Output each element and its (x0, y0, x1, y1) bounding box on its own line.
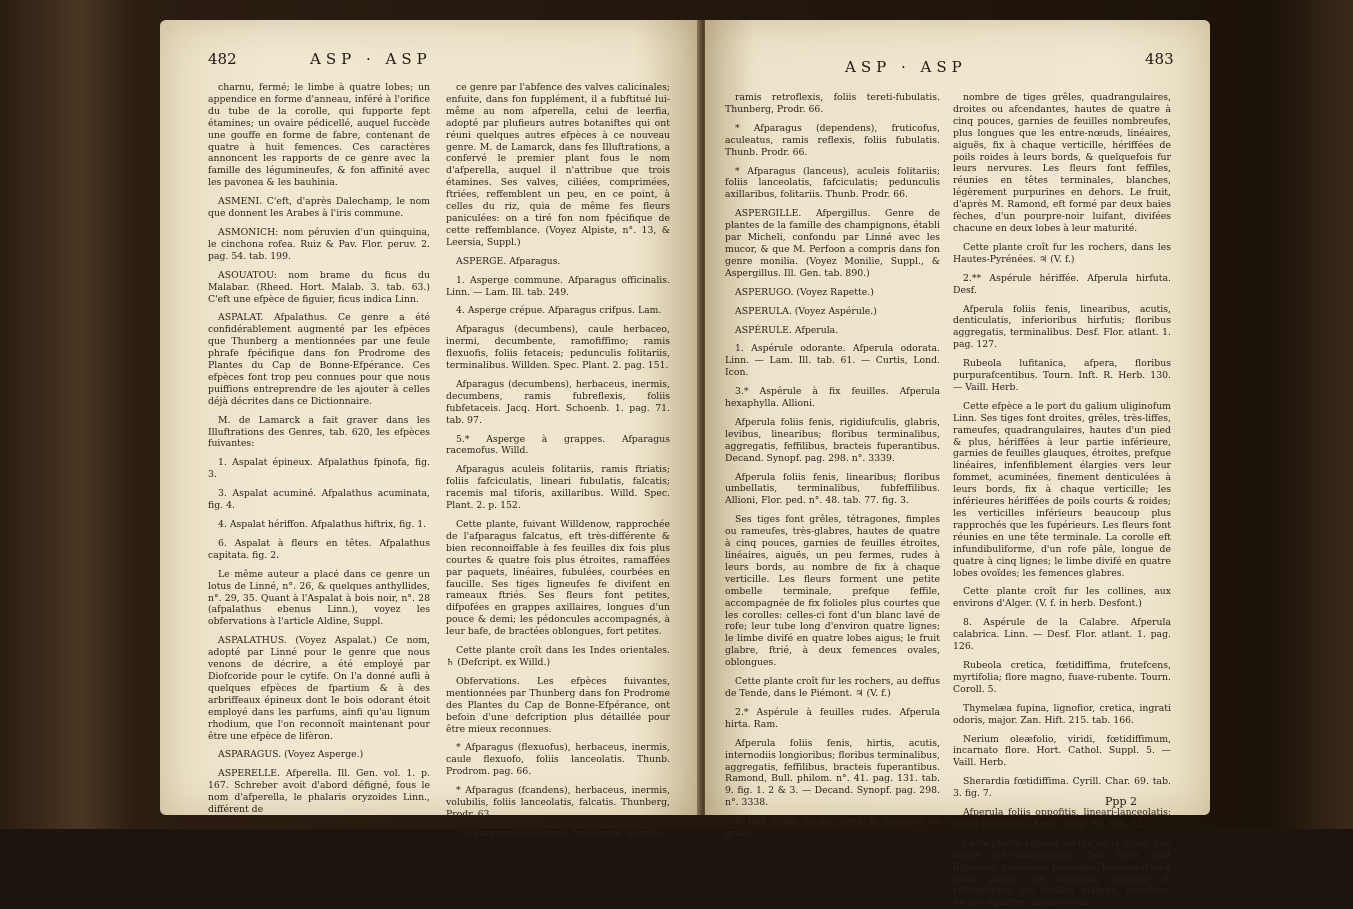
left-column-1 (208, 82, 430, 816)
left-col1-paragraph: M. de Lamarck a fait graver dans les Illuftrations des Genres, tab. 620, les efpèces fuivantes: (208, 414, 430, 450)
left-col2-paragraph: Afparagus aculeis folitariis, ramis ftriatis; foliis fafciculatis, lineari fubulatis, falcatis; racemis mal tiforis, axillaribus. Willd. Spec. Plant. 2. p. 152. (446, 464, 670, 512)
right-col2-paragraph: Sherardia fœtidiffima. Cyrill. Char. 69. tab. 3. fig. 7. (953, 776, 1171, 800)
right-col1-paragraph: Ses tiges font grêles, tétragones, fimples ou rameufes, très-glabres, hautes de quatre à cinq pouces, garnies de feuilles étroites, linéaires, aiguës, un peu fermes, rudes à leurs bords, au nombre de fix à chaque verticille. Les fleurs forment une petite ombelle terminale, prefque feffile, accompagnée de fix folioles plus courtes que les corolles: celles-ci font d'un blanc lavé de rofe; leur tube long d'environ quatre lignes; le limbe divifé en quatre lobes aigus; le fruit glabre, ftrié, à deux femences ovales, oblongues. (725, 514, 940, 669)
left-col2-paragraph: 1. Asperge commune. Afparagus officinalis. Linn. — Lam. Ill. tab. 249. (446, 274, 670, 298)
left-col2-paragraph: * Afparagus (fubulatus), frutefcens, inermis, (456, 827, 665, 839)
left-col1-paragraph: ASPERELLE. Afperella. Ill. Gen. vol. 1. p. 167. Schreber avoit d'abord défigné, fous le nom d'afperella, le phalaris oryzoides Linn., différent de (208, 768, 430, 816)
right-column-2 (953, 92, 1171, 909)
right-col1-paragraph: 1. Aspérule odorante. Afperula odorata. Linn. — Lam. Ill. tab. 61. — Curtis, Lond. Icon. (725, 343, 940, 379)
right-col2-paragraph: Nerium oleæfolio, viridi, fœtidiffimum, incarnato flore. Hort. Cathol. Suppl. 5. — Vaill. Herb. (953, 733, 1171, 769)
right-col2-paragraph: 2.** Aspérule hériffée. Afperula hirfuta. Desf. (953, 272, 1171, 296)
right-col1-paragraph: ASPERULA. (Voyez Aspérule.) (735, 305, 877, 317)
left-col2-paragraph: Cette plante croît dans les Indes orientales. ♄ (Defcript. ex Willd.) (446, 645, 670, 668)
right-col1-paragraph: Il fort d'une racine forte & ligneufe un grand (725, 816, 940, 840)
left-page-header (160, 50, 700, 74)
right-col2-paragraph: Cette plante croît fur les collines, aux environs d'Alger. (V. f. in herb. Desfont.) (953, 586, 1171, 610)
left-col1-paragraph: Le même auteur a placé dans ce genre un lotus de Linné, n°. 26, & quelques anthyllides, n°. 29, 35. Quant à l'Aspalat à bois noir, n°. 28 (afpalathus ebenus Linn.), voyez les obfervations à l'article Aldine, Suppl. (208, 568, 430, 628)
left-col2-paragraph: Obfervations. Les efpèces fuivantes, mentionnées par Thunberg dans fon Prodrome des Plantes du Cap de Bonne-Efpérance, ont befoin d'une defcription plus détaillée pour être mieux reconnues. (446, 675, 670, 735)
left-col1-paragraph: 1. Aspalat épineux. Afpalathus fpinofa, fig. 3. (208, 457, 430, 481)
left-col1-paragraph: 4. Aspalat hériffon. Afpalathus hiftrix, fig. 1. (218, 519, 427, 530)
page-signature: Ppp 2 (1105, 795, 1137, 808)
left-running-head: ASP · ASP (310, 50, 432, 68)
right-col2-paragraph: 8. Aspérule de la Calabre. Afperula calabrica. Linn. — Desf. Flor. atlant. 1. pag. 126. (953, 617, 1171, 653)
right-col2-paragraph: Cette efpèce a le port du galium uliginofum Linn. Ses tiges font droites, grêles, très-liffes, rameufes, quadrangulaires, hautes d'un pied & plus, hériffées à leur partie inférieure, garnies de feuilles glauques, étroites, prefque linéaires, infenfiblement élargies vers leur fommet, acuminées, finement denticulées à leurs bords, fix à chaque verticille; les inférieures hériffées de poils courts & roides; les verticilles inférieurs beaucoup plus rapprochés que les fupérieurs. Les fleurs font réunies en une tête terminale. La corolle eft infundibuliforme, d'un rofe pâle, longue de quatre à cinq lignes; le limbe divifé en quatre lobes ovoïdes; les femences glabres. (953, 400, 1171, 579)
left-col2-paragraph: Cette plante, fuivant Willdenow, rapprochée de l'afparagus falcatus, eft très-différente & bien reconnoiffable à fes feuilles dix fois plus courtes & quatre fois plus étroites, ramaffées par paquets, linéaires, fubulées, courbées en faucille. Ses tiges ligneufes fe divifent en rameaux ftriés. Ses fleurs font petites, difpofées en grappes axillaires, longues d'un pouce & demi; les pédoncules accompagnés, à leur bafe, de bractées oblongues, fort petites. (446, 519, 670, 638)
right-col1-paragraph: ASPERGILLE. Afpergillus. Genre de plantes de la famille des champignons, établi par Micheli, confondu par Linné avec les mucor, & que M. Perfoon a compris dans fon genre monilia. (Voyez Monilie, Suppl., & Aspergillus. Ill. Gen. tab. 890.) (725, 208, 940, 279)
left-col1-paragraph: ASMONICH: nom péruvien d'un quinquina, le cinchona rofea. Ruiz & Pav. Flor. peruv. 2. pag. 54. tab. 199. (208, 226, 430, 262)
right-col1-paragraph: 2.* Aspérule à feuilles rudes. Afperula hirta. Ram. (725, 706, 940, 730)
left-page-number: 482 (208, 50, 237, 68)
left-col2-paragraph: * Afparagus (fcandens), herbaceus, inermis, volubilis, foliis lanceolatis, falcatis. Thunberg, Prodr. 63. (446, 785, 670, 820)
right-col2-paragraph: Rubeola lufitanica, afpera, floribus purpurafcentibus. Tourn. Inft. R. Herb. 130. — Vaill. Herb. (953, 358, 1171, 393)
right-col2-paragraph: nombre de tiges grêles, quadrangulaires, droites ou afcendantes, hautes de quatre à cinq pouces, garnies de feuilles nombreufes, plus longues que les entre-nœuds, linéaires, aiguës, fix à chaque verticille, hériffées de poils roides à leurs bords, & quelquefois fur leurs nervures. Les fleurs font feffiles, réunies en têtes terminales, blanches, légèrement purpurines en dehors. Le fruit, d'après M. Ramond, eft formé par deux baies fèches, d'un pourpre-noir luifant, divifées chacune en deux lobes à leur maturité. (953, 92, 1171, 234)
right-page (705, 20, 1210, 909)
right-col1-paragraph: * Afparagus (dependens), fruticofus, aculeatus, ramis reflexis, foliis fubulatis. Thunb. Prodr. 66. (725, 122, 940, 158)
right-col1-paragraph: Cette plante croît fur les rochers, au deffus de Tende, dans le Piémont. ♃ (V. f.) (725, 676, 940, 699)
left-page (160, 20, 700, 839)
right-col2-paragraph: Thymelæa fupina, lignofior, cretica, ingrati odoris, major. Zan. Hift. 215. tab. 166. (953, 702, 1171, 726)
right-col1-paragraph: 3.* Aspérule à fix feuilles. Afperula hexaphylla. Allioni. (725, 386, 940, 410)
right-col1-paragraph: Afperula foliis fenis, rigidiufculis, glabris, levibus, linearibus; floribus terminalibus, aggregatis, feffilibus, bracteis fuperantibus. Decand. Synopf. pag. 298. n°. 3339. (725, 416, 940, 464)
right-column-1 (725, 92, 940, 840)
left-col2-paragraph: Afparagus (decumbens), caule herbaceo, inermi, decumbente, ramofiffimo; ramis flexuofis, foliis fetaceis; pedunculis folitariis, terminalibus. Willden. Spec. Plant. 2. pag. 151. (446, 324, 670, 372)
left-col1-paragraph: ASMENI. C'eft, d'après Dalechamp, le nom que donnent les Arabes à l'iris commune. (208, 196, 430, 220)
left-col2-paragraph: ASPERGE. Afparagus. (456, 255, 561, 267)
right-col2-paragraph: Rubeola cretica, fœtidiffima, frutefcens, myrtifolia; flore magno, fuave-rubente. Tourn. Coroll. 5. (953, 659, 1171, 695)
left-col1-paragraph: ASOUATOU: nom brame du ficus du Malabar. (Rheed. Hort. Malab. 3. tab. 63.) C'eft une efpèce de figuier, ficus indica Linn. (208, 269, 430, 305)
right-col2-paragraph: Afperula foliis fenis, linearibus, acutis, denticulatis, inferioribus hirfutis; floribus aggregatis, terminalibus. Desf. Flor. atlant. 1. pag. 127. (953, 303, 1171, 351)
left-col2-paragraph: 5.* Asperge à grappes. Afparagus racemofus. Willd. (446, 433, 670, 457)
left-column-2 (446, 82, 670, 839)
right-col2-paragraph: Afperula foliis oppofitis, lineari-lanceolatis; caule fruticofo. Lhérit. Stirp. 65. tab. 32. (953, 807, 1171, 830)
right-col2-paragraph: Cette plante croît fur les rochers, dans les Hautes-Pyrénées. ♃ (V. f.) (953, 241, 1171, 265)
right-col1-paragraph: ASPERUGO. (Voyez Rapette.) (735, 286, 874, 298)
right-page-number: 483 (1145, 50, 1174, 68)
right-col1-paragraph: Afperula foliis fenis, hirtis, acutis, internodiis longioribus; floribus terminalibus, aggregatis, feffilibus, bracteis fuperantibus. Ramond, Bull. philom. n°. 41. pag. 131. tab. 9. fig. 1. 2 & 3. — Decand. Synopf. pag. 298. n°. 3338. (725, 737, 940, 809)
right-col1-paragraph: ramis retroflexis, foliis tereti-fubulatis. Thunberg, Prodr. 66. (725, 92, 940, 115)
right-col1-paragraph: Afperula foliis fenis, linearibus; floribus umbellatis, terminalibus, fubfeffilibus. Allioni, Flor. ped. n°. 48. tab. 77. fig. 3. (725, 471, 940, 507)
left-col2-paragraph: ce genre par l'abfence des valves calicinales; enfuite, dans fon fupplément, il a fubftitué lui-même au nom afperella, celui de leerfia, adopté par plufieurs autres botaniftes qui ont réuni quelques autres efpèces à ce nouveau genre. M. de Lamarck, dans fes Illuftrations, a confervé le premier plant fous le nom d'afperella, auquel il n'attribue que trois étamines. Ses valves, ciliées, comprimées, ftriées, reffemblent un peu, en ce point, à celles du riz, quia de même fes fleurs paniculées: on a tiré fon nom fpécifique de cette reffemblance. (Voyez Alpiste, n°. 13, & Leersia, Suppl.) (446, 82, 670, 248)
right-col1-paragraph: * Afparagus (lanceus), aculeis folitariis; foliis lanceolatis, fafciculatis; pedunculis axillaribus, folitariis. Thunb. Prodr. 66. (725, 165, 940, 201)
left-col2-paragraph: 4. Asperge crépue. Afparagus crifpus. Lam. (456, 305, 662, 317)
right-page-header (705, 50, 1210, 74)
left-col2-paragraph: Afparagus (decumbens), herbaceus, inermis, decumbens, ramis fubreflexis, foliis fubfetaceis. Jacq. Hort. Schoenb. 1. pag. 71. tab. 97. (446, 378, 670, 426)
left-col1-paragraph: ASPALAT. Afpalathus. Ce genre a été confidérablement augmenté par les efpèces que Thunberg a mentionnées par une feule phrafe fpécifique dans fon Prodrome des Plantes du Cap de Bonne-Efpérance. Ces efpèces font trop peu connues pour que nous puiffions entreprendre de les ajouter à celles déjà décrites dans ce Dictionnaire. (208, 312, 430, 407)
left-col1-paragraph: 6. Aspalat à fleurs en têtes. Afpalathus capitata. fig. 2. (208, 537, 430, 561)
right-running-head: ASP · ASP (845, 58, 967, 76)
left-col1-paragraph: ASPALATHUS. (Voyez Aspalat.) Ce nom, adopté par Linné pour le genre que nous venons de décrire, a été employé par Diofcoride pour le cytife. On l'a donné aufli à quelques efpèces de fpartium & à des arbriffeaux épineux dont le bois odorant étoit employé dans les parfums, ainfi qu'au lignum rhodium, que l'on reconnoît maintenant pour être une efpèce de lifèron. (208, 635, 430, 742)
left-col2-paragraph: * Afparagus (flexuofus), herbaceus, inermis, caule flexuofo, foliis lanceolatis. Thunb. Prodrom. pag. 66. (446, 742, 670, 778)
right-col1-paragraph: ASPÉRULE. Afperula. (735, 324, 839, 336)
left-col1-paragraph: 3. Aspalat acuminé. Afpalathus acuminata, fig. 4. (208, 488, 430, 512)
left-col1-paragraph: charnu, fermé; le limbe à quatre lobes; un appendice en forme d'anneau, inféré à l'orifice du tube de la corolle, qui fupporte fept étamines; un ovaire pédicellé, auquel fuccède une gouffe en forme de fabre, contenant de quatre à huit femences. Ces caractères annoncent les rapports de ce genre avec la famille des légumineufes, & fon affinité avec les pavonea & les bauhinia. (208, 82, 430, 189)
left-col1-paragraph: ASPARAGUS. (Voyez Asperge.) (218, 749, 364, 761)
right-col2-paragraph: Cette plante répand, lorfqu'on la broie, une odeur très-défagréable. Ses tiges font ligneufes, couchées, rameufes, longues d'un à deux pieds; les rameaux oppofés & cylindriques; les feuilles glabres, oppofées, un peu épaiffes, linéaires-lan- (953, 837, 1171, 909)
